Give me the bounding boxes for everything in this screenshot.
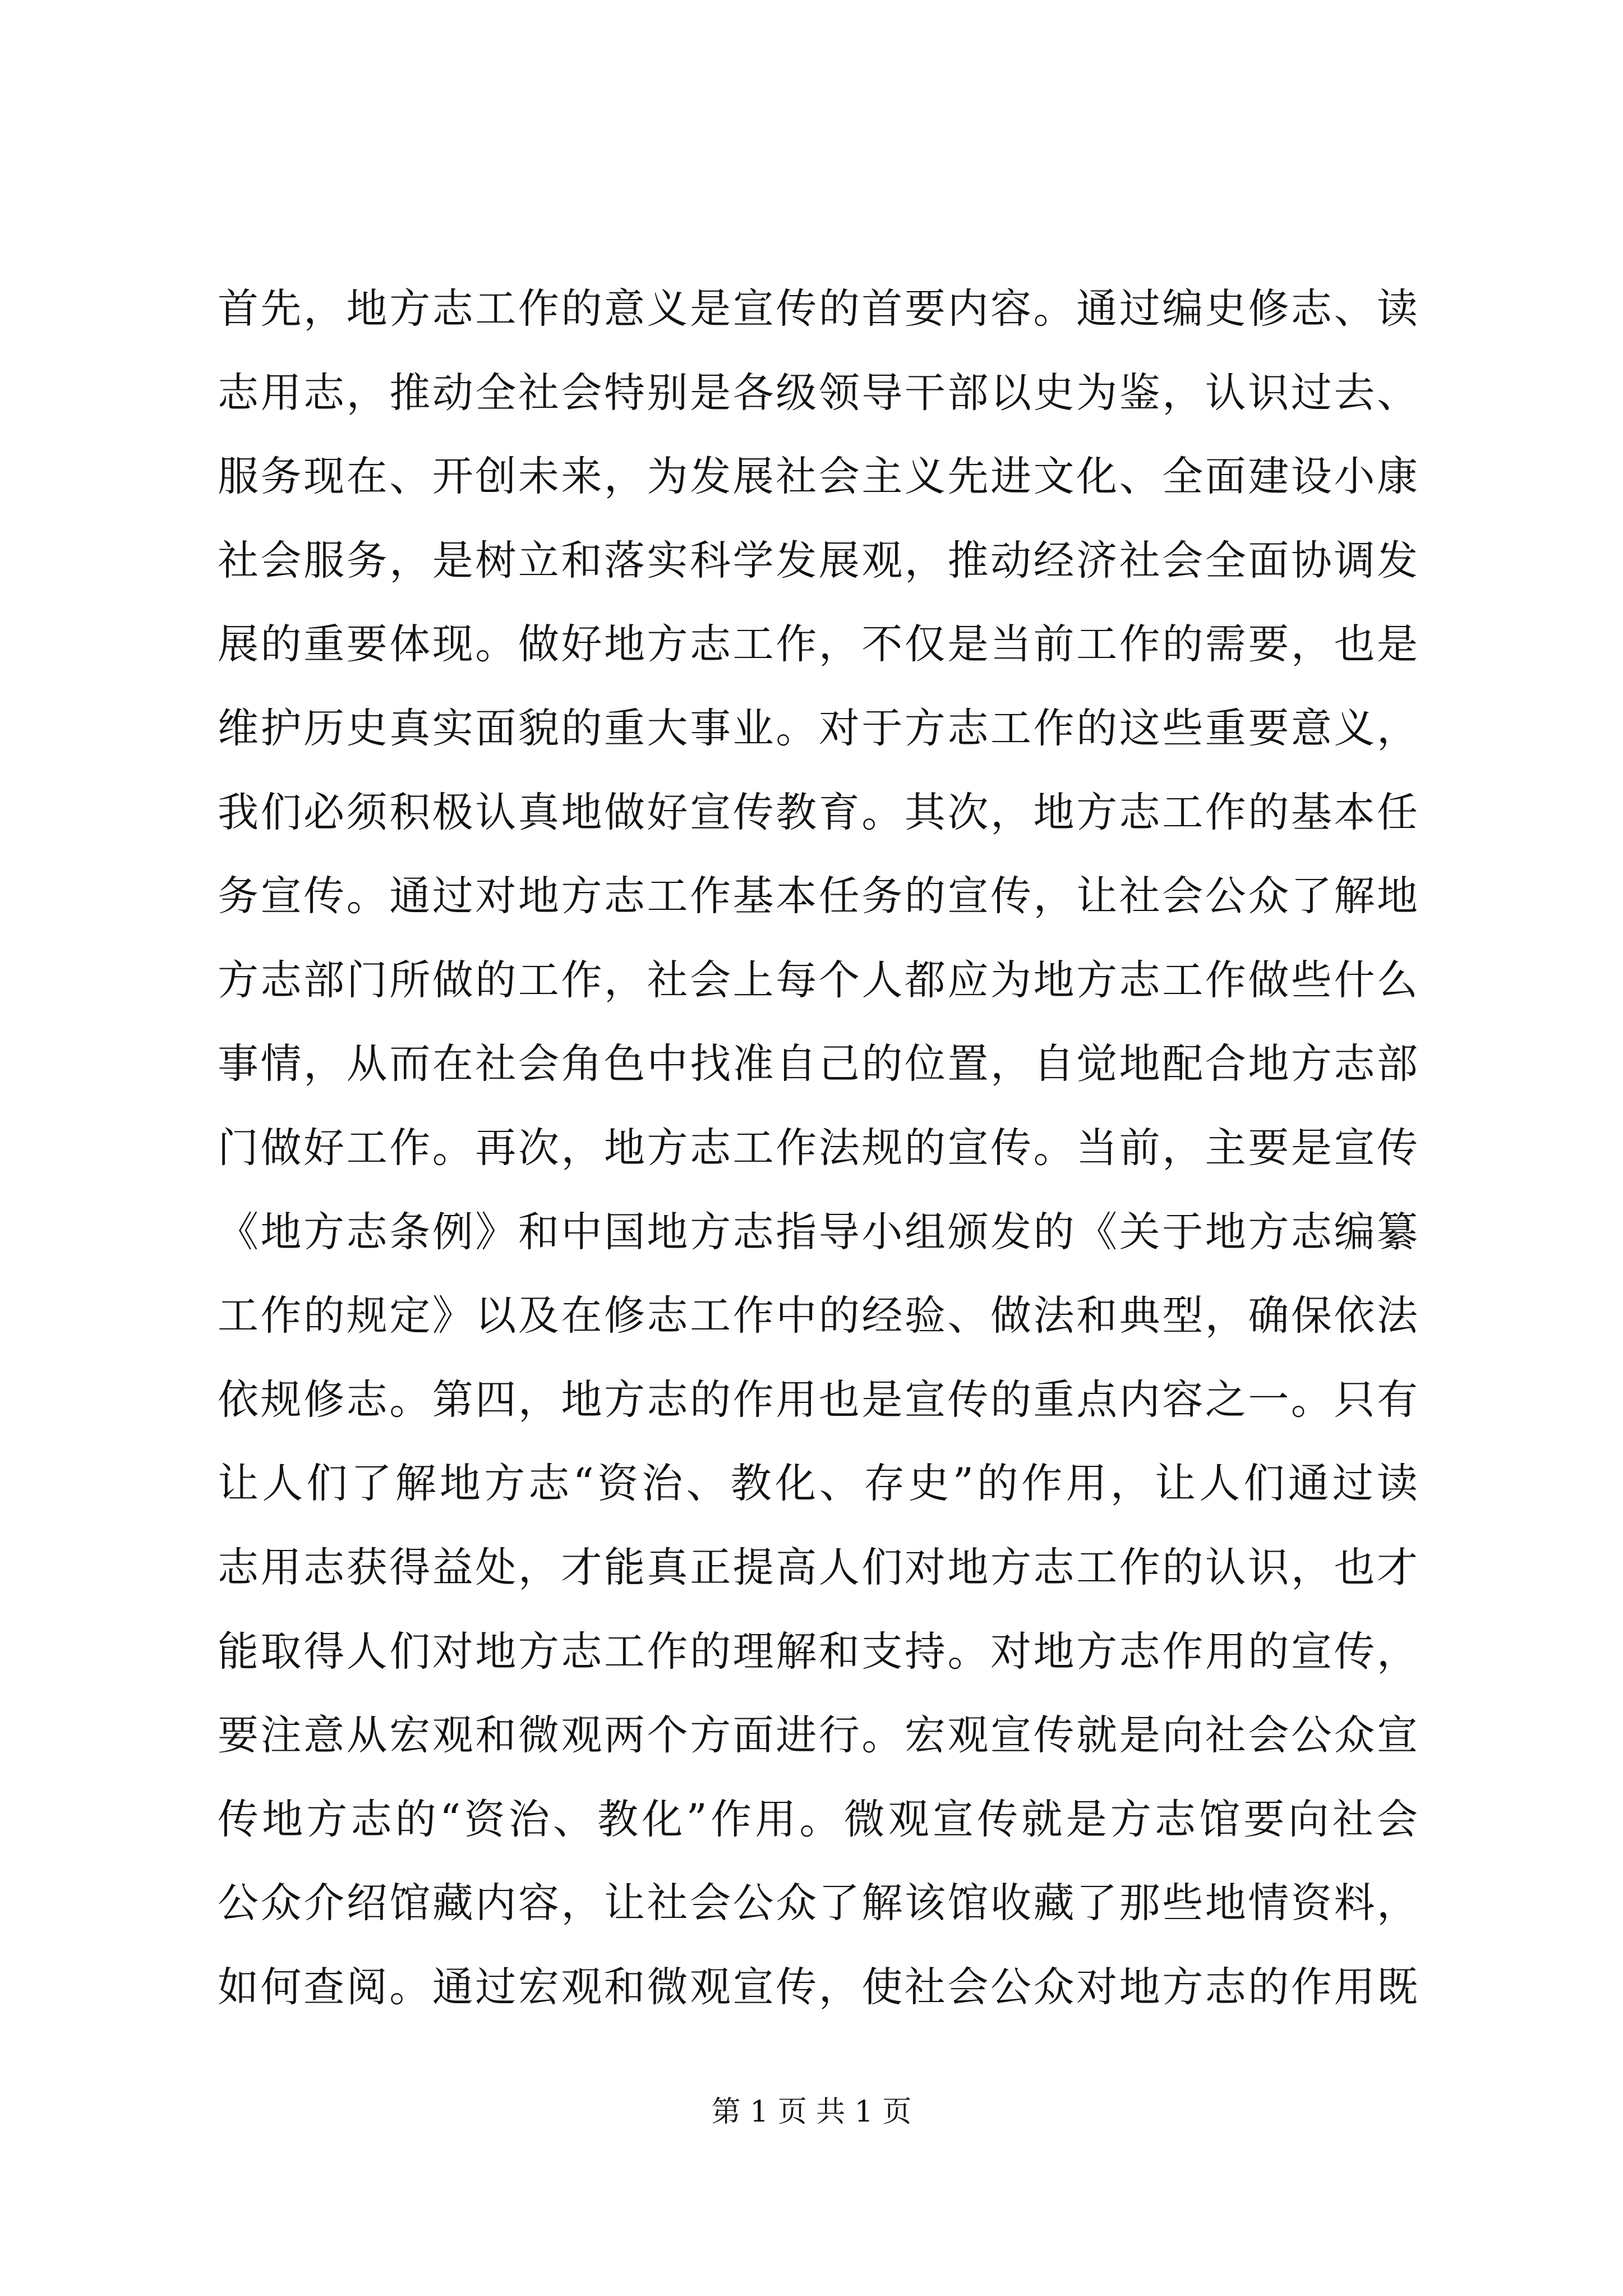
paragraph-line: 维护历史真实面貌的重大事业。对于方志工作的这些重要意义， [218,704,1418,752]
paragraph-line: 首先，地方志工作的意义是宣传的首要内容。通过编史修志、读 [218,285,1418,333]
paragraph-line: 方志部门所做的工作，社会上每个人都应为地方志工作做些什么 [218,956,1418,1004]
paragraph-line: 务宣传。通过对地方志工作基本任务的宣传，让社会公众了解地 [218,872,1418,921]
paragraph-line: 社会服务，是树立和落实科学发展观，推动经济社会全面协调发 [218,536,1418,585]
paragraph-line: 要注意从宏观和微观两个方面进行。宏观宣传就是向社会公众宣 [218,1711,1418,1760]
paragraph-line: 依规修志。第四，地方志的作用也是宣传的重点内容之一。只有 [218,1375,1418,1424]
page-number-label: 第 1 页 共 1 页 [711,2095,912,2129]
paragraph-line: 传地方志的“资治、教化”作用。微观宣传就是方志馆要向社会 [218,1795,1418,1843]
paragraph-line: 让人们了解地方志“资治、教化、存史”的作用，让人们通过读 [218,1460,1418,1508]
paragraph-line: 事情，从而在社会角色中找准自己的位置，自觉地配合地方志部 [218,1040,1418,1088]
paragraph-line: 门做好工作。再次，地方志工作法规的宣传。当前，主要是宣传 [218,1124,1418,1172]
paragraph-line: 志用志，推动全社会特别是各级领导干部以史为鉴，认识过去、 [218,369,1418,417]
paragraph-line: 服务现在、开创未来，为发展社会主义先进文化、全面建设小康 [218,453,1418,501]
page-footer [0,2092,1623,2132]
paragraph-line: 我们必须积极认真地做好宣传教育。其次，地方志工作的基本任 [218,788,1418,836]
paragraph-line: 工作的规定》以及在修志工作中的经验、做法和典型，确保依法 [218,1292,1418,1340]
paragraph-line: 能取得人们对地方志工作的理解和支持。对地方志作用的宣传， [218,1627,1418,1676]
paragraph-line: 《地方志条例》和中国地方志指导小组颁发的《关于地方志编纂 [218,1208,1418,1256]
body-paragraph [218,267,1418,2029]
paragraph-line: 公众介绍馆藏内容，让社会公众了解该馆收藏了那些地情资料， [218,1879,1418,1927]
paragraph-line: 如何查阅。通过宏观和微观宣传，使社会公众对地方志的作用既 [218,1963,1418,2011]
paragraph-line: 志用志获得益处，才能真正提高人们对地方志工作的认识，也才 [218,1543,1418,1591]
paragraph-line: 展的重要体现。做好地方志工作，不仅是当前工作的需要，也是 [218,620,1418,669]
